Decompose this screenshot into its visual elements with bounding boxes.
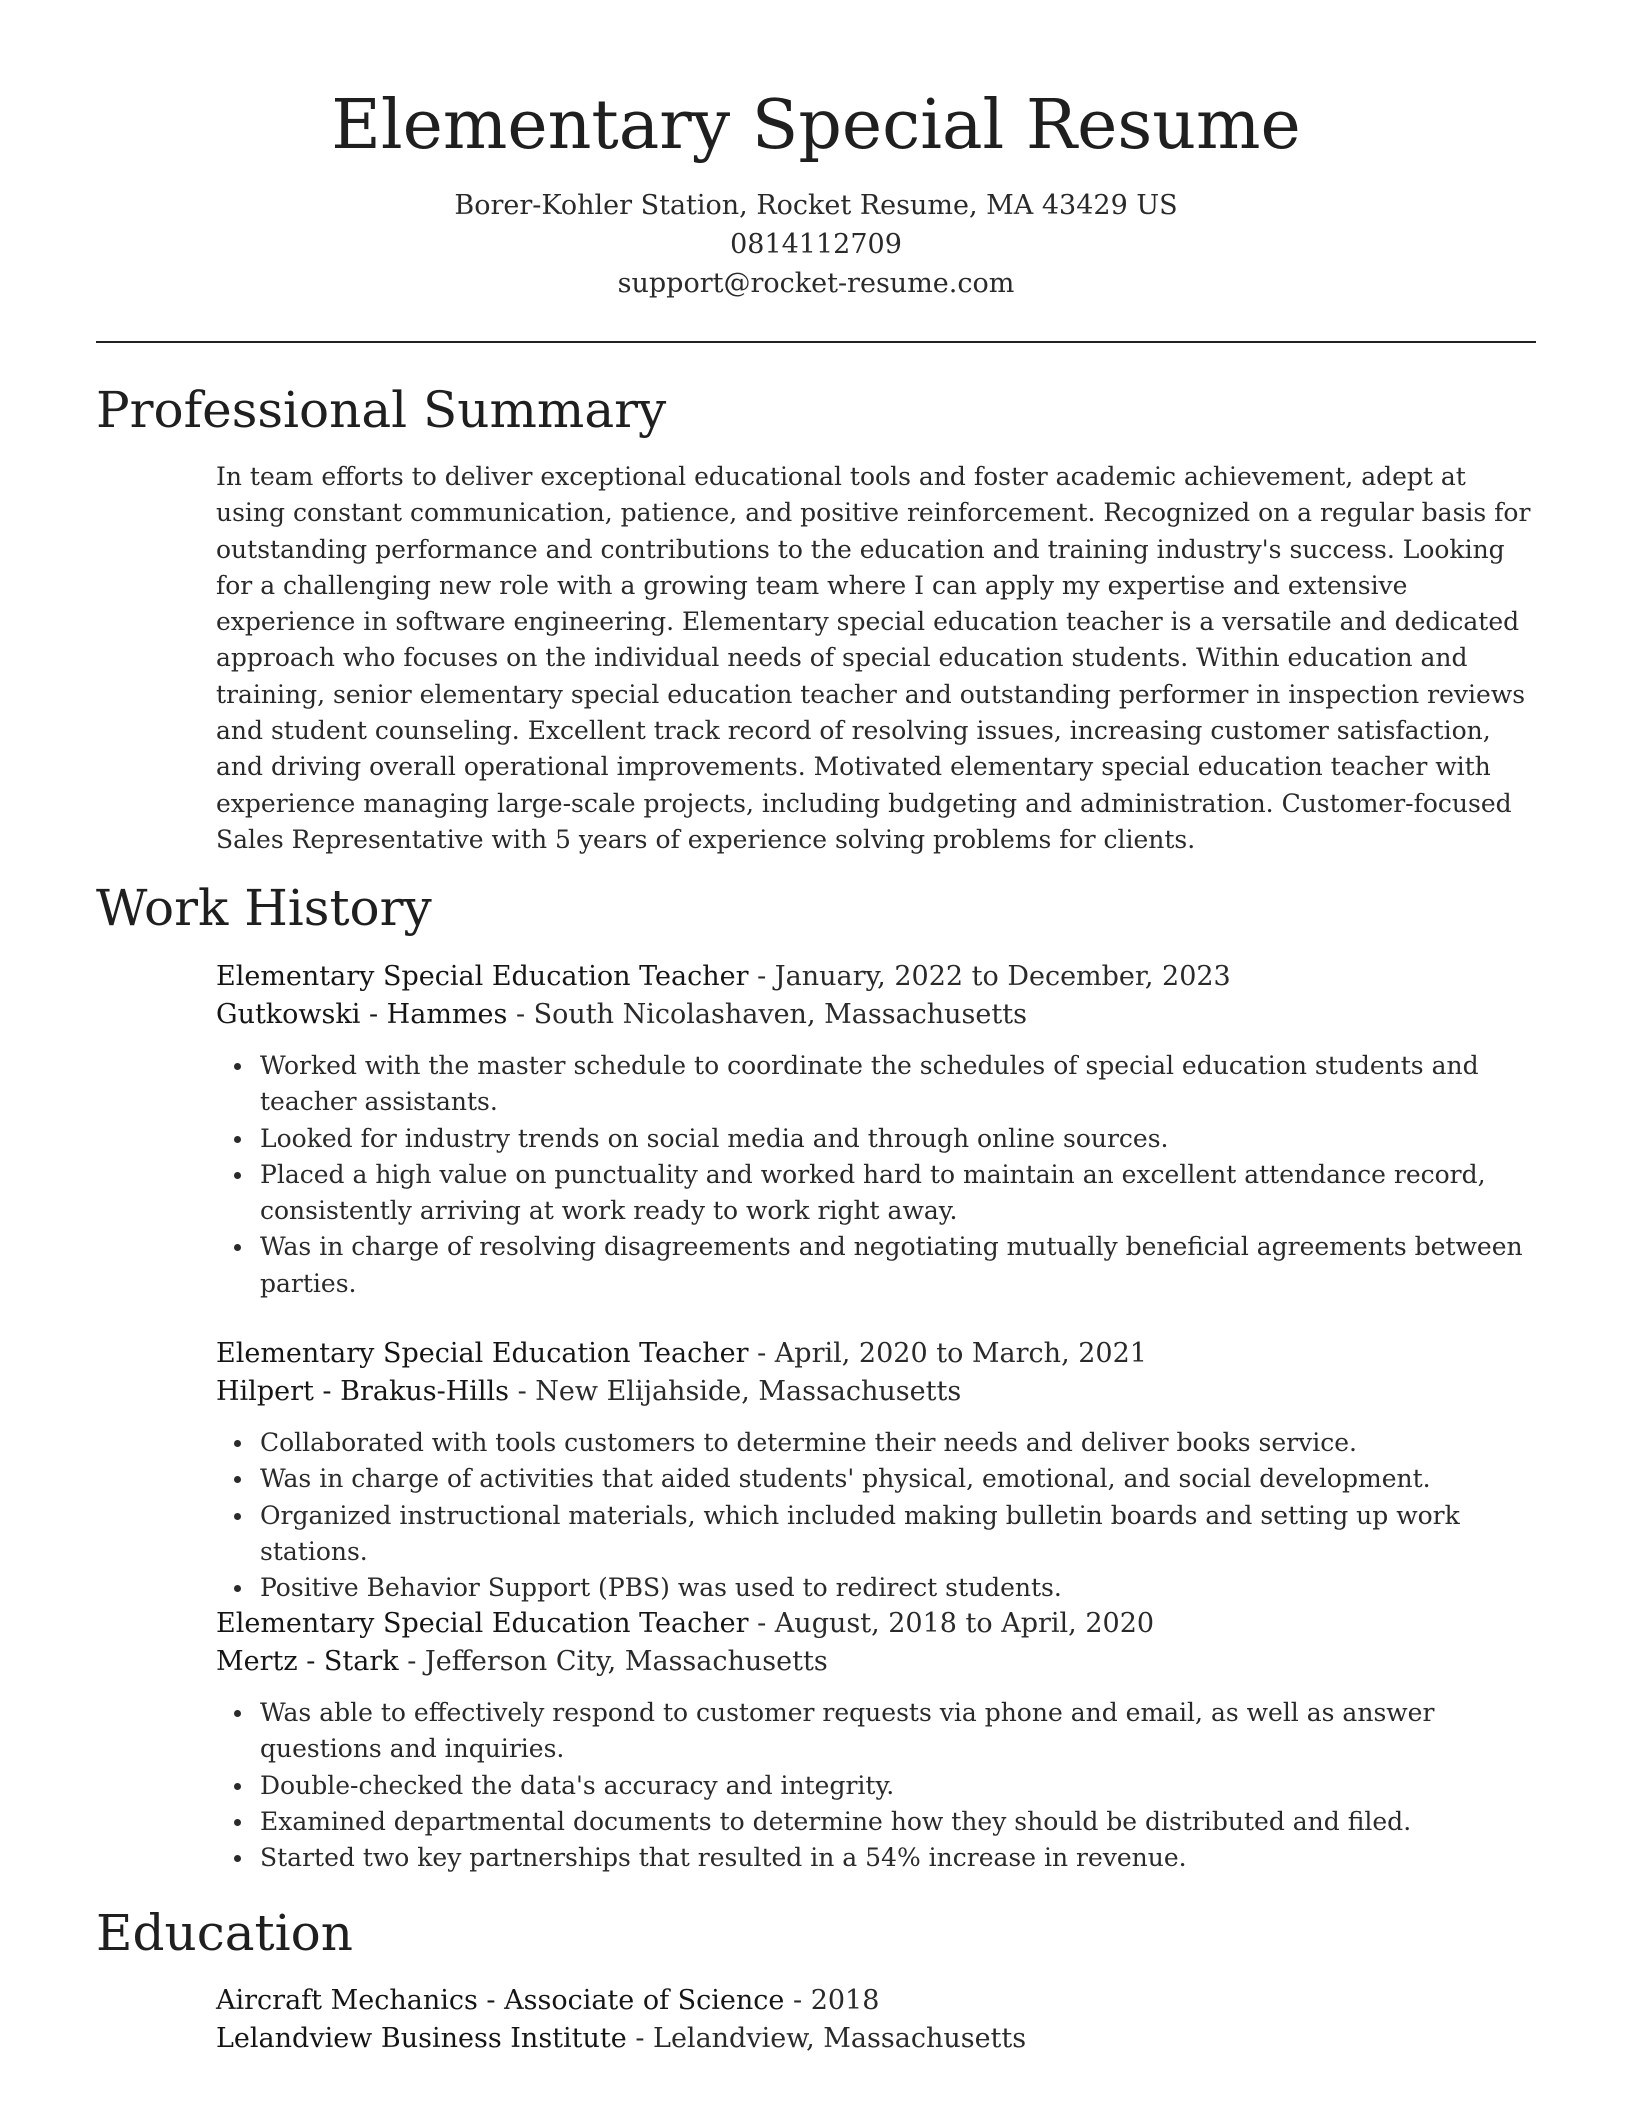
summary-title: Professional Summary [96,381,667,439]
contact-address: Borer-Kohler Station, Rocket Resume, MA 43429 US [454,190,1178,221]
list-item: Was in charge of activities that aided students' physical, emotional, and social development. [260,1461,1536,1497]
job-bullets [216,1425,1536,1606]
list-item: Collaborated with tools customers to determine their needs and deliver books service. [260,1425,1536,1461]
contact-info [0,186,1632,303]
education-school-line [216,2020,1536,2058]
job-entry-1 [216,958,1536,1302]
job-dates: - April, 2020 to March, 2021 [748,1338,1147,1369]
list-item: Double-checked the data's accuracy and integrity. [260,1768,1536,1804]
work-history-title: Work History [96,879,432,937]
job-dates: - August, 2018 to April, 2020 [748,1608,1155,1639]
contact-email: support@rocket-resume.com [617,268,1015,299]
list-item: Worked with the master schedule to coordinate the schedules of special education students and teacher assistants. [260,1048,1536,1121]
education-title: Education [96,1904,353,1962]
list-item: Looked for industry trends on social media and through online sources. [260,1121,1536,1157]
job-bullets [216,1695,1536,1876]
education-school: Lelandview Business Institute [216,2023,627,2054]
resume-header [0,80,1632,303]
job-location: - Jefferson City, Massachusetts [398,1646,828,1677]
job-company: Hilpert - Brakus-Hills [216,1376,510,1407]
list-item: Examined departmental documents to determine how they should be distributed and filed. [260,1804,1536,1840]
job-title-line [216,958,1536,996]
resume-name: Elementary Special Resume [331,86,1301,165]
summary-section [216,459,1536,858]
job-entry-2 [216,1335,1536,1606]
list-item: Was able to effectively respond to customer requests via phone and email, as well as answer questions and inquiries. [260,1695,1536,1768]
contact-phone: 0814112709 [730,229,902,260]
job-role: Elementary Special Education Teacher [216,961,749,992]
education-entry [216,1982,1536,2058]
job-role: Elementary Special Education Teacher [216,1608,749,1639]
job-role: Elementary Special Education Teacher [216,1338,749,1369]
list-item: Was in charge of resolving disagreements and negotiating mutually beneficial agreements between parties. [260,1229,1536,1302]
education-degree-line [216,1982,1536,2020]
job-dates: - January, 2022 to December, 2023 [748,961,1231,992]
job-company-line [216,1373,1536,1411]
list-item: Positive Behavior Support (PBS) was used to redirect students. [260,1570,1536,1606]
job-bullets [216,1048,1536,1302]
education-year: - 2018 [784,1985,880,2016]
summary-text: In team efforts to deliver exceptional educational tools and foster academic achievement, adept at using constant communication, patience, and positive reinforcement. Recognized on a regular basis for outstanding performance and contributions to the education and training industry's success. Looking for a challenging new role with a growing team where I can apply my expertise and extensive experience in software engineering. Elementary special education teacher is a versatile and dedicated approach who focuses on the individual needs of special education students. Within education and training, senior elementary special education teacher and outstanding performer in inspection reviews and student counseling. Excellent track record of resolving issues, increasing customer satisfaction, and driving overall operational improvements. Motivated elementary special education teacher with experience managing large-scale projects, including budgeting and administration. Customer-focused Sales Representative with 5 years of experience solving problems for clients. [216,462,1531,854]
job-company-line [216,996,1536,1034]
list-item: Placed a high value on punctuality and worked hard to maintain an excellent attendance record, consistently arriving at work ready to work right away. [260,1157,1536,1230]
job-location: - South Nicolashaven, Massachusetts [507,999,1027,1030]
job-title-line [216,1605,1536,1643]
job-company: Mertz - Stark [216,1646,399,1677]
education-location: - Lelandview, Massachusetts [626,2023,1027,2054]
job-company: Gutkowski - Hammes [216,999,508,1030]
job-title-line [216,1335,1536,1373]
job-company-line [216,1643,1536,1681]
list-item: Organized instructional materials, which included making bulletin boards and setting up work stations. [260,1498,1536,1571]
job-location: - New Elijahside, Massachusetts [509,1376,962,1407]
education-degree: Aircraft Mechanics - Associate of Science [216,1985,785,2016]
list-item: Started two key partnerships that resulted in a 54% increase in revenue. [260,1840,1536,1876]
header-divider [96,341,1536,343]
job-entry-3 [216,1605,1536,1876]
